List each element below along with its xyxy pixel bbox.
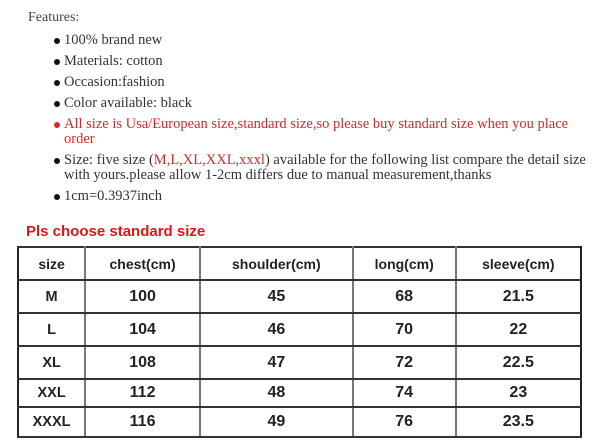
feature-text: Materials: cotton [64, 53, 163, 69]
feature-text: 1cm=0.3937inch [64, 188, 162, 204]
table-row [18, 379, 581, 407]
cell-size: XXXL [18, 407, 85, 437]
feature-text: Occasion:fashion [64, 74, 165, 90]
header-chest: chest(cm) [85, 247, 200, 280]
bullet-icon [54, 59, 60, 65]
standard-size-notice: Pls choose standard size [26, 223, 206, 240]
cell-chest: 116 [85, 407, 200, 437]
cell-shoulder: 48 [200, 379, 353, 407]
cell-long: 76 [353, 407, 456, 437]
feature-item-size-warning [54, 117, 594, 147]
table-row [18, 346, 581, 379]
cell-long: 74 [353, 379, 456, 407]
cell-shoulder: 47 [200, 346, 353, 379]
cell-chest: 112 [85, 379, 200, 407]
cell-sleeve: 21.5 [456, 280, 581, 313]
feature-text-sizes: M,L,XL,XXL,xxxl [153, 152, 265, 168]
feature-item [54, 75, 594, 90]
cell-shoulder: 49 [200, 407, 353, 437]
cell-size: XL [18, 346, 85, 379]
header-size: size [18, 247, 85, 280]
feature-item [54, 33, 594, 48]
cell-long: 72 [353, 346, 456, 379]
table-row [18, 407, 581, 437]
feature-text: 100% brand new [64, 32, 163, 48]
cell-sleeve: 23 [456, 379, 581, 407]
bullet-icon [54, 80, 60, 86]
feature-item [54, 96, 594, 111]
table-header-row [18, 247, 581, 280]
features-list [54, 33, 594, 210]
feature-item [54, 54, 594, 69]
cell-size: M [18, 280, 85, 313]
cell-sleeve: 22 [456, 313, 581, 346]
feature-item-size-info [54, 153, 594, 183]
cell-chest: 108 [85, 346, 200, 379]
cell-sleeve: 23.5 [456, 407, 581, 437]
header-long: long(cm) [353, 247, 456, 280]
feature-text-before: Size: five size ( [64, 152, 154, 168]
cell-sleeve: 22.5 [456, 346, 581, 379]
cell-size: L [18, 313, 85, 346]
cell-size: XXL [18, 379, 85, 407]
cell-chest: 100 [85, 280, 200, 313]
bullet-icon [54, 101, 60, 107]
feature-text: All size is Usa/European size,standard size,so please buy standard size when you place order [64, 116, 569, 147]
feature-text-after: ) available for the following list compare the detail size with yours.please allow 1-2cm differs due to manual measurement,thanks [64, 152, 586, 183]
features-title: Features: [28, 10, 80, 25]
cell-chest: 104 [85, 313, 200, 346]
bullet-icon [54, 122, 60, 128]
bullet-icon [54, 158, 60, 164]
feature-item [54, 189, 594, 204]
cell-shoulder: 46 [200, 313, 353, 346]
table-row [18, 313, 581, 346]
feature-text: Color available: black [64, 95, 193, 111]
header-shoulder: shoulder(cm) [200, 247, 353, 280]
cell-shoulder: 45 [200, 280, 353, 313]
size-chart-table [17, 246, 582, 438]
cell-long: 68 [353, 280, 456, 313]
cell-long: 70 [353, 313, 456, 346]
header-sleeve: sleeve(cm) [456, 247, 581, 280]
bullet-icon [54, 38, 60, 44]
table-row [18, 280, 581, 313]
bullet-icon [54, 194, 60, 200]
